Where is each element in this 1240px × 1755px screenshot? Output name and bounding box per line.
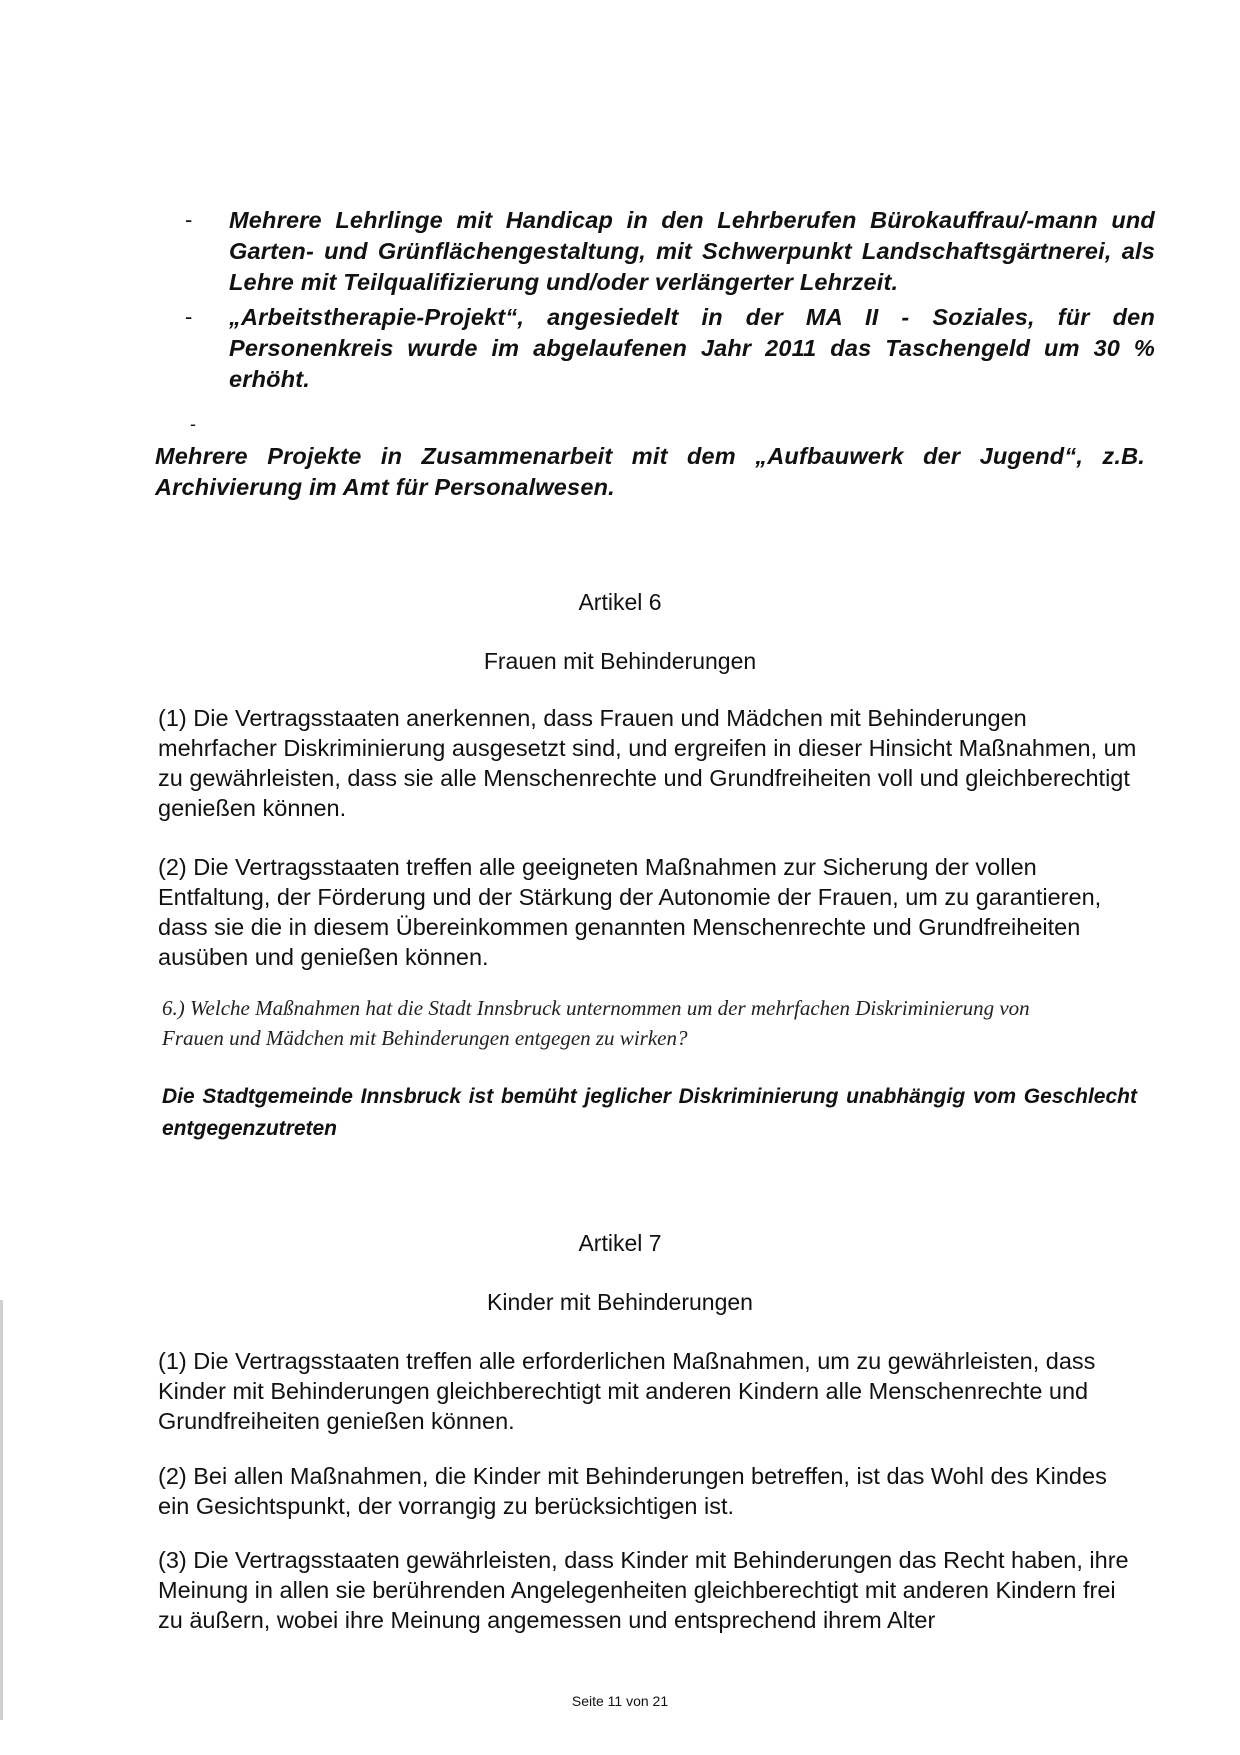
empty-bullet-dash: - bbox=[190, 414, 196, 434]
bullet-item bbox=[175, 302, 1155, 395]
bullet-text: Mehrere Lehrlinge mit Handicap in den Lehrberufen Bürokauffrau/-mann und Garten- und Grünflächengestaltung, mit Schwerpunkt Landschaftsgärtnerei, als Lehre mit Teilqualifizierung und/oder verlängerter Lehrzeit. bbox=[229, 207, 1155, 295]
article-7-number: Artikel 7 bbox=[578, 1230, 662, 1256]
bullet-dash: - bbox=[185, 304, 193, 329]
scan-edge-line bbox=[0, 1300, 3, 1720]
projects-note: Mehrere Projekte in Zusammenarbeit mit dem „Aufbauwerk der Jugend“, z.B. Archivierung im Amt für Personalwesen. bbox=[155, 443, 1145, 500]
article-6-number: Artikel 6 bbox=[578, 589, 662, 615]
article-6-paragraph-2: (2) Die Vertragsstaaten treffen alle geeigneten Maßnahmen zur Sicherung der vollen Entfaltung, der Förderung und der Stärkung der Autonomie der Frauen, um zu garantieren, dass sie die in diesem Übereinkommen genannten Menschenrechte und Grundfreiheiten ausüben und genießen können. bbox=[158, 854, 1102, 970]
bullet-list bbox=[175, 205, 1155, 399]
article-7-paragraph-2: (2) Bei allen Maßnahmen, die Kinder mit Behinderungen betreffen, ist das Wohl des Kindes ein Gesichtspunkt, der vorrangig zu berücksichtigen ist. bbox=[158, 1463, 1107, 1519]
bullet-item bbox=[175, 205, 1155, 298]
page-number-footer: Seite 11 von 21 bbox=[571, 1693, 669, 1709]
article-6-answer: Die Stadtgemeinde Innsbruck ist bemüht jeglicher Diskriminierung unabhängig vom Geschlecht entgegenzutreten bbox=[162, 1085, 1137, 1140]
article-6-question: 6.) Welche Maßnahmen hat die Stadt Innsbruck unternommen um der mehrfachen Diskriminierung von Frauen und Mädchen mit Behinderungen entgegen zu wirken? bbox=[162, 996, 1030, 1050]
article-6-title: Frauen mit Behinderungen bbox=[483, 648, 757, 674]
bullet-dash: - bbox=[185, 207, 193, 232]
bullet-text: „Arbeitstherapie-Projekt“, angesiedelt in der MA II - Soziales, für den Personenkreis wurde im abgelaufenen Jahr 2011 das Taschengeld um 30 % erhöht. bbox=[229, 304, 1155, 392]
article-7-paragraph-1: (1) Die Vertragsstaaten treffen alle erforderlichen Maßnahmen, um zu gewährleisten, dass Kinder mit Behinderungen gleichberechtigt mit anderen Kindern alle Menschenrechte und Grundfreiheiten genießen können. bbox=[158, 1348, 1096, 1434]
article-6-paragraph-1: (1) Die Vertragsstaaten anerkennen, dass Frauen und Mädchen mit Behinderungen mehrfacher Diskriminierung ausgesetzt sind, und ergreifen in dieser Hinsicht Maßnahmen, um zu gewährleisten, dass sie alle Menschenrechte und Grundfreiheiten voll und gleichberechtigt genießen können. bbox=[158, 705, 1137, 821]
article-7-title: Kinder mit Behinderungen bbox=[487, 1289, 753, 1315]
article-7-paragraph-3: (3) Die Vertragsstaaten gewährleisten, dass Kinder mit Behinderungen das Recht haben, ihre Meinung in allen sie berührenden Angelegenheiten gleichberechtigt mit anderen Kindern frei zu äußern, wobei ihre Meinung angemessen und entsprechend ihrem Alter bbox=[158, 1547, 1129, 1633]
